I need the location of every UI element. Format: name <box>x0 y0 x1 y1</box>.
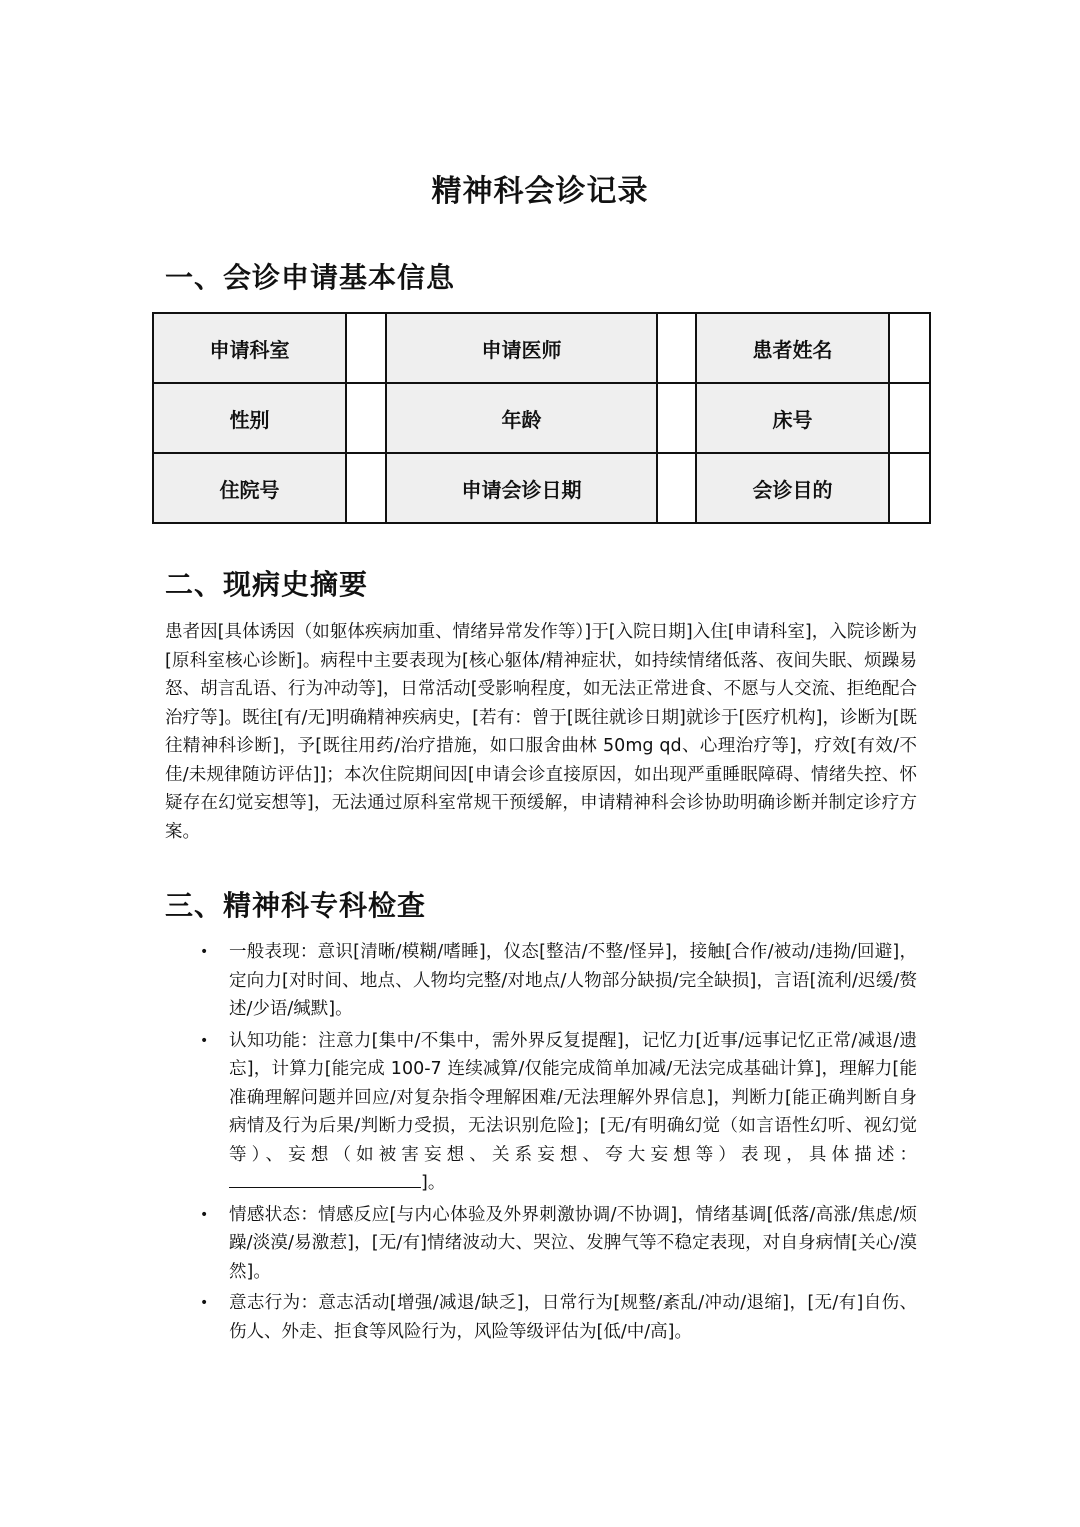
value-admission-number[interactable] <box>346 453 386 523</box>
value-bed-number[interactable] <box>889 383 930 453</box>
section-heading-history: 二、现病史摘要 <box>165 568 369 601</box>
value-age[interactable] <box>657 383 696 453</box>
exam-cognitive-tail: ]。 <box>421 1173 446 1193</box>
history-summary-paragraph: 患者因[具体诱因（如躯体疾病加重、情绪异常发作等）]于[入院日期]入住[申请科室]，入院诊断为[原科室核心诊断]。病程中主要表现为[核心躯体/精神症状，如持续情绪低落、夜间失眠、烦躁易怒、胡言乱语、行为冲动等]，日常活动[受影响程度，如无法正常进食、不愿与人交流、拒绝配合治疗等]。既往[有/无]明确精神疾病史，[若有：曾于[既往就诊日期]就诊于[医疗机构]，诊断为[既往精神科诊断]，予[既往用药/治疗措施，如口服舍曲林 50mg qd、心理治疗等]，疗效[有效/不佳/未规律随访评估]]；本次住院期间因[申请会诊直接原因，如出现严重睡眠障碍、情绪失控、怀疑存在幻觉妄想等]，无法通过原科室常规干预缓解，申请精神科会诊协助明确诊断并制定诊疗方案。 <box>165 622 917 842</box>
bullet-icon: • <box>200 1206 209 1223</box>
list-item <box>200 1027 917 1198</box>
label-apply-doctor: 申请医师 <box>386 313 657 383</box>
value-consult-purpose[interactable] <box>889 453 930 523</box>
psych-exam-list <box>200 938 917 1349</box>
section-heading-basic-info: 一、会诊申请基本信息 <box>165 261 456 294</box>
bullet-icon: • <box>200 1032 209 1049</box>
exam-emotion-text: 情感状态：情感反应[与内心体验及外界刺激协调/不协调]，情绪基调[低落/高涨/焦虑/烦躁/淡漠/易激惹]，[无/有]情绪波动大、哭泣、发脾气等不稳定表现，对自身病情[关心/漠然]。 <box>229 1204 917 1282</box>
value-patient-name[interactable] <box>889 313 930 383</box>
exam-general-text: 一般表现：意识[清晰/模糊/嗜睡]，仪态[整洁/不整/怪异]，接触[合作/被动/违拗/回避]，定向力[对时间、地点、人物均完整/对地点/人物部分缺损/完全缺损]，言语[流利/迟缓/赘述/少语/缄默]。 <box>229 942 917 1019</box>
label-admission-number: 住院号 <box>153 453 346 523</box>
table-row <box>153 453 930 523</box>
label-consult-date: 申请会诊日期 <box>386 453 657 523</box>
value-consult-date[interactable] <box>657 453 696 523</box>
list-item <box>200 938 917 1024</box>
list-item <box>200 1289 917 1346</box>
section-heading-psych-exam: 三、精神科专科检查 <box>165 889 427 922</box>
label-consult-purpose: 会诊目的 <box>696 453 889 523</box>
document-title: 精神科会诊记录 <box>431 174 649 209</box>
label-gender: 性别 <box>153 383 346 453</box>
label-bed-number: 床号 <box>696 383 889 453</box>
exam-volition-text: 意志行为：意志活动[增强/减退/缺乏]，日常行为[规整/紊乱/冲动/退缩]，[无/有]自伤、伤人、外走、拒食等风险行为，风险等级评估为[低/中/高]。 <box>229 1293 917 1342</box>
value-apply-department[interactable] <box>346 313 386 383</box>
bullet-icon: • <box>200 944 209 960</box>
table-row <box>153 383 930 453</box>
table-row <box>153 313 930 383</box>
value-apply-doctor[interactable] <box>657 313 696 383</box>
bullet-icon: • <box>200 1295 209 1311</box>
description-blank-field[interactable] <box>229 1169 421 1188</box>
value-gender[interactable] <box>346 383 386 453</box>
basic-info-table <box>152 312 931 524</box>
label-apply-department: 申请科室 <box>153 313 346 383</box>
label-age: 年龄 <box>386 383 657 453</box>
list-item <box>200 1201 917 1287</box>
exam-cognitive-text: 认知功能：注意力[集中/不集中，需外界反复提醒]，记忆力[近事/远事记忆正常/减退/遗忘]，计算力[能完成 100-7 连续减算/仅能完成简单加减/无法完成基础计算]，理解力[能准确理解问题并回应/对复杂指令理解困难/无法理解外界信息]，判断力[能正确判断自身病情及行为后果/判断力受损，无法识别危险]；[无/有明确幻觉（如言语性幻听、视幻觉等）、妄想（如被害妄想、关系妄想、夸大妄想等）表现，具体描述： <box>229 1030 917 1165</box>
label-patient-name: 患者姓名 <box>696 313 889 383</box>
